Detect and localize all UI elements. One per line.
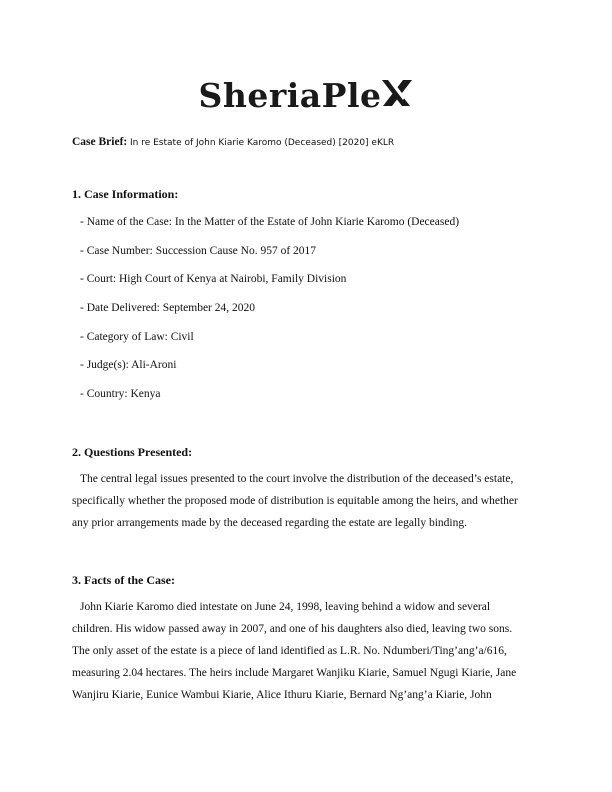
questions-presented-heading: 2. Questions Presented: [72, 445, 193, 459]
paragraph-line: John Kiarie Karomo died intestate on June 24, 1998, leaving behind a widow and several [80, 601, 491, 613]
case-information-list [80, 215, 459, 416]
questions-presented-paragraph [72, 468, 544, 534]
facts-heading: 3. Facts of the Case: [72, 573, 175, 587]
paragraph-line: any prior arrangements made by the deceased regarding the estate are legally binding. [72, 517, 467, 529]
x-mark-icon [379, 76, 413, 115]
paragraph-line: Wanjiru Kiarie, Eunice Wambui Kiarie, Alice Ithuru Kiarie, Bernard Ng’ang’a Kiarie, John [72, 689, 492, 701]
case-brief-line [72, 136, 552, 148]
case-info-item: - Name of the Case: In the Matter of the Estate of John Kiarie Karomo (Deceased) [80, 216, 460, 228]
case-brief-label: Case Brief: [72, 136, 128, 148]
paragraph-line: measuring 2.04 hectares. The heirs include Margaret Wanjiku Kiarie, Samuel Ngugi Kiarie, Jane [72, 667, 517, 679]
logo-text: SheriaPle [198, 76, 382, 115]
case-info-item: - Country: Kenya [80, 388, 161, 401]
case-info-item: - Date Delivered: September 24, 2020 [80, 302, 255, 315]
paragraph-line: The only asset of the estate is a piece of land identified as L.R. No. Ndumberi/Ting’ang’a/616, [72, 645, 507, 657]
case-info-item: - Court: High Court of Kenya at Nairobi, Family Division [80, 273, 347, 286]
paragraph-line: The central legal issues presented to the court involve the distribution of the deceased’s estate, [80, 473, 514, 485]
case-brief-title: In re Estate of John Kiarie Karomo (Deceased) [2020] eKLR [130, 138, 395, 148]
facts-paragraph [72, 596, 544, 706]
case-info-item: - Judge(s): Ali-Aroni [80, 359, 177, 372]
case-info-item: - Category of Law: Civil [80, 330, 194, 343]
case-information-heading: 1. Case Information: [72, 187, 179, 201]
sheriaplex-logo [0, 76, 612, 115]
paragraph-line: specifically whether the proposed mode of distribution is equitable among the heirs, and whether [72, 495, 518, 507]
case-info-item: - Case Number: Succession Cause No. 957 of 2017 [80, 244, 317, 257]
paragraph-line: children. His widow passed away in 2007, and one of his daughters also died, leaving two sons. [72, 623, 513, 635]
